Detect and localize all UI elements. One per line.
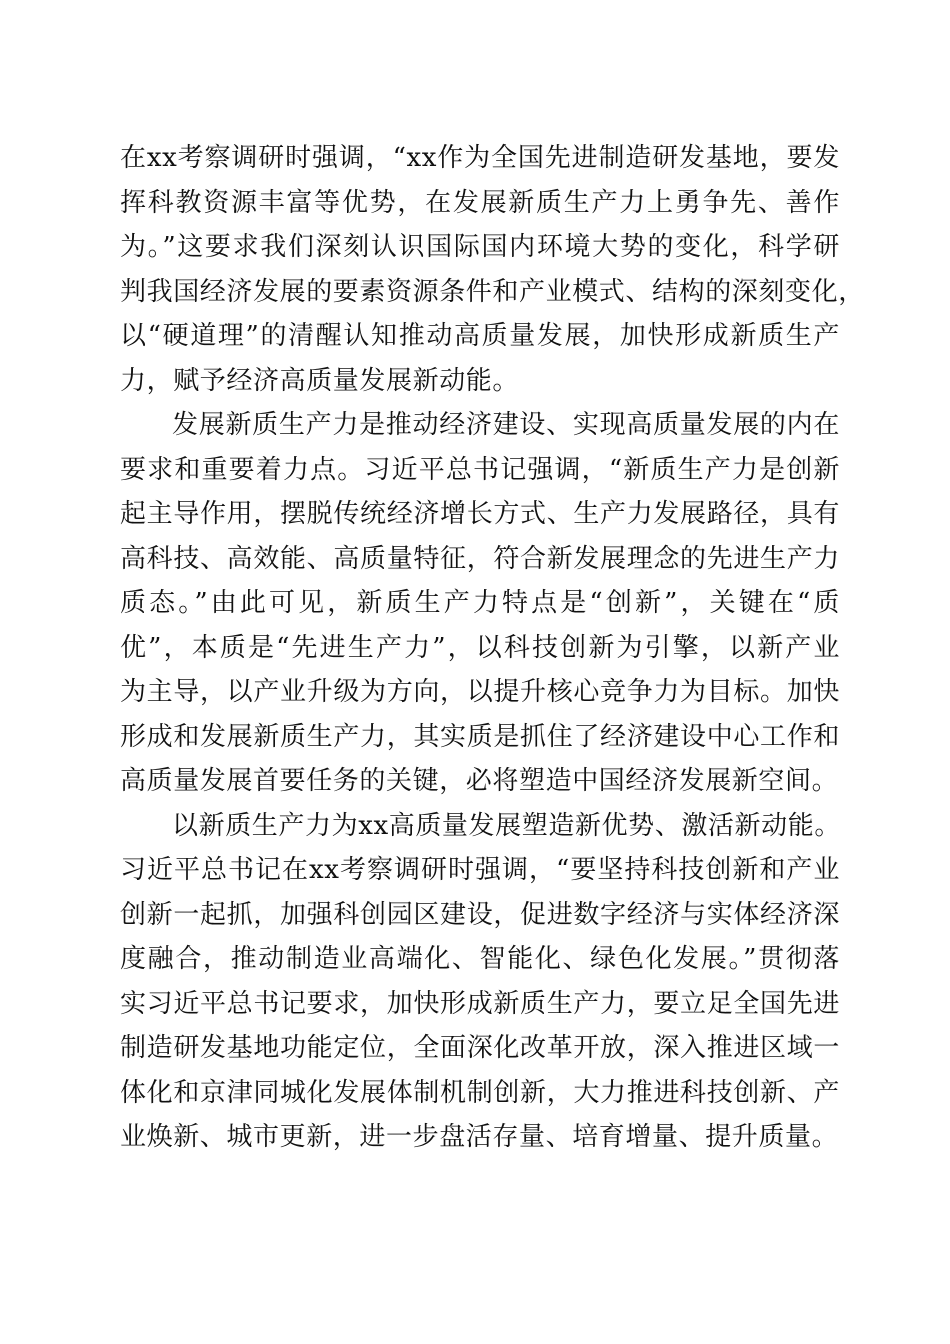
text-line: 挥科教资源丰富等优势，在发展新质生产力上勇争先、善作 (120, 187, 840, 218)
text-line: 起主导作用，摆脱传统经济增长方式、生产力发展路径，具有 (120, 499, 840, 529)
text-line: 质态。”由此可见，新质生产力特点是“创新”，关键在“质 (120, 588, 840, 618)
text-line: 以“硬道理”的清醒认知推动高质量发展，加快形成新质生产 (120, 321, 840, 351)
text-line: 体化和京津同城化发展体制机制创新，大力推进科技创新、产 (120, 1077, 840, 1108)
text-line: 高科技、高效能、高质量特征，符合新发展理念的先进生产力 (120, 543, 840, 574)
text-line: 习近平总书记在xx考察调研时强调，“要坚持科技创新和产业 (120, 855, 840, 885)
text-line: 实习近平总书记要求，加快形成新质生产力，要立足全国先进 (120, 988, 840, 1019)
text-line: 判我国经济发展的要素资源条件和产业模式、结构的深刻变化， (120, 276, 865, 307)
text-line: 度融合，推动制造业高端化、智能化、绿色化发展。”贯彻落 (120, 944, 840, 974)
body-text (120, 136, 865, 1160)
text-line: 形成和发展新质生产力，其实质是抓住了经济建设中心工作和 (120, 721, 840, 752)
text-line: 为主导，以产业升级为方向，以提升核心竞争力为目标。加快 (120, 677, 840, 707)
text-line: 力，赋予经济高质量发展新动能。 (120, 365, 520, 396)
text-line: 优”，本质是“先进生产力”，以科技创新为引擎，以新产业 (120, 632, 840, 663)
text-line: 发展新质生产力是推动经济建设、实现高质量发展的内在 (172, 410, 840, 440)
text-line: 要求和重要着力点。习近平总书记强调，“新质生产力是创新 (120, 454, 840, 485)
text-line: 高质量发展首要任务的关键，必将塑造中国经济发展新空间。 (120, 766, 839, 796)
text-line: 业焕新、城市更新，进一步盘活存量、培育增量、提升质量。 (120, 1122, 839, 1152)
text-line: 在xx考察调研时强调，“xx作为全国先进制造研发基地，要发 (120, 143, 840, 173)
text-line: 制造研发基地功能定位，全面深化改革开放，深入推进区域一 (120, 1033, 840, 1063)
text-line: 以新质生产力为xx高质量发展塑造新优势、激活新动能。 (172, 810, 841, 841)
text-line: 创新一起抓，加强科创园区建设，促进数字经济与实体经济深 (120, 899, 840, 930)
text-line: 为。”这要求我们深刻认识国际国内环境大势的变化，科学研 (120, 232, 840, 262)
